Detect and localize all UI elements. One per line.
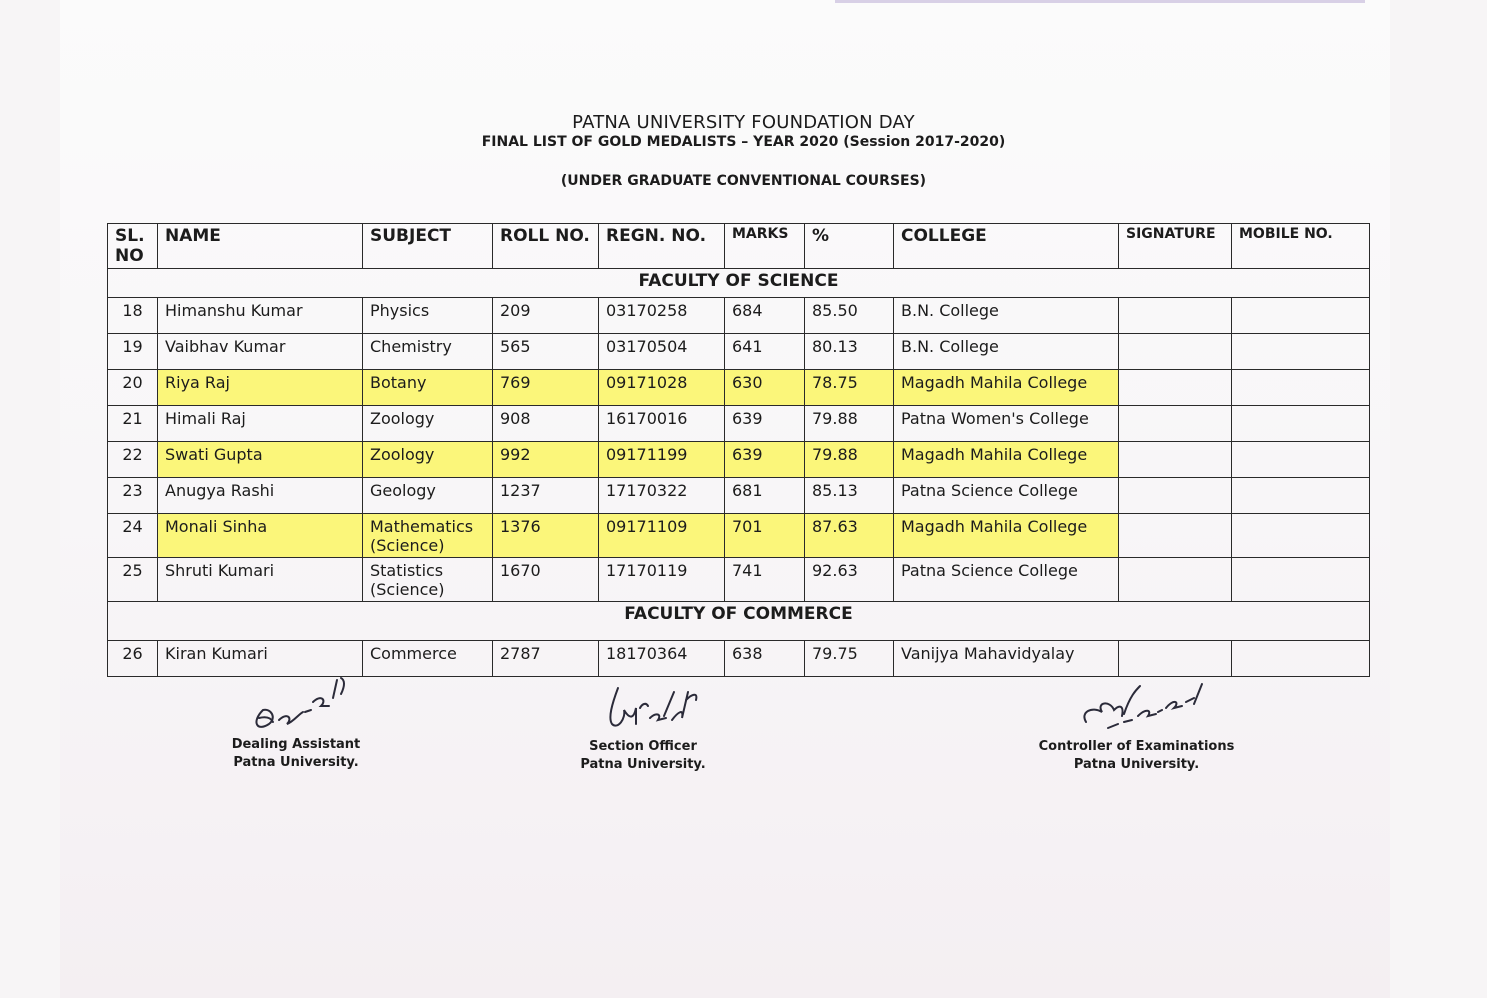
cell-name: Shruti Kumari (158, 558, 363, 602)
cell-mobile (1232, 641, 1370, 677)
cell-name: Swati Gupta (158, 442, 363, 478)
cell-marks: 639 (725, 442, 805, 478)
cell-college: B.N. College (894, 334, 1119, 370)
cell-sl: 21 (108, 406, 158, 442)
cell-roll: 1376 (493, 514, 599, 558)
cell-sl: 25 (108, 558, 158, 602)
cell-subject: Physics (363, 298, 493, 334)
signatory-role: Controller of Examinations (1038, 739, 1235, 754)
cell-mobile (1232, 558, 1370, 602)
cell-sl: 22 (108, 442, 158, 478)
table-row (108, 370, 1370, 406)
cell-marks: 684 (725, 298, 805, 334)
col-regn-header: REGN. NO. (599, 224, 725, 269)
cell-college: Magadh Mahila College (894, 370, 1119, 406)
document-subtitle: FINAL LIST OF GOLD MEDALISTS – YEAR 2020 (Session 2017-2020) (481, 134, 1006, 150)
cell-marks: 681 (725, 478, 805, 514)
signatory-org: Patna University. (233, 755, 359, 770)
col-subject-header: SUBJECT (363, 224, 493, 269)
cell-percent: 79.88 (805, 442, 894, 478)
cell-mobile (1232, 442, 1370, 478)
cell-signature (1119, 406, 1232, 442)
table-row (108, 298, 1370, 334)
cell-roll: 2787 (493, 641, 599, 677)
cell-regn: 09171199 (599, 442, 725, 478)
cell-roll: 908 (493, 406, 599, 442)
cell-regn: 17170119 (599, 558, 725, 602)
signatory-dealing-assistant (226, 672, 366, 772)
col-college-header: COLLEGE (894, 224, 1119, 269)
col-percent-header: % (805, 224, 894, 269)
cell-name: Vaibhav Kumar (158, 334, 363, 370)
cell-subject: Botany (363, 370, 493, 406)
cell-signature (1119, 478, 1232, 514)
handwritten-signature-icon (578, 678, 708, 736)
cell-mobile (1232, 406, 1370, 442)
cell-percent: 85.50 (805, 298, 894, 334)
top-edge-mark (835, 0, 1365, 3)
table-row (108, 406, 1370, 442)
cell-college: Patna Women's College (894, 406, 1119, 442)
cell-subject: Commerce (363, 641, 493, 677)
cell-name: Himali Raj (158, 406, 363, 442)
cell-regn: 09171028 (599, 370, 725, 406)
cell-college: B.N. College (894, 298, 1119, 334)
cell-sl: 20 (108, 370, 158, 406)
cell-mobile (1232, 478, 1370, 514)
cell-college: Patna Science College (894, 558, 1119, 602)
cell-percent: 92.63 (805, 558, 894, 602)
cell-regn: 17170322 (599, 478, 725, 514)
cell-college: Magadh Mahila College (894, 442, 1119, 478)
cell-roll: 1237 (493, 478, 599, 514)
table-row (108, 442, 1370, 478)
cell-percent: 85.13 (805, 478, 894, 514)
cell-subject: Zoology (363, 406, 493, 442)
cell-sl: 23 (108, 478, 158, 514)
cell-marks: 630 (725, 370, 805, 406)
table-row (108, 514, 1370, 558)
signatory-org: Patna University. (1073, 757, 1200, 772)
cell-signature (1119, 334, 1232, 370)
cell-roll: 1670 (493, 558, 599, 602)
cell-roll: 565 (493, 334, 599, 370)
cell-name: Monali Sinha (158, 514, 363, 558)
cell-signature (1119, 370, 1232, 406)
cell-sl: 19 (108, 334, 158, 370)
cell-regn: 09171109 (599, 514, 725, 558)
cell-roll: 769 (493, 370, 599, 406)
cell-college: Magadh Mahila College (894, 514, 1119, 558)
col-signature-header: SIGNATURE (1119, 224, 1232, 269)
cell-signature (1119, 298, 1232, 334)
cell-regn: 03170258 (599, 298, 725, 334)
cell-marks: 641 (725, 334, 805, 370)
table-row (108, 478, 1370, 514)
cell-percent: 87.63 (805, 514, 894, 558)
col-roll-header: ROLL NO. (493, 224, 599, 269)
cell-subject: Mathematics (Science) (363, 514, 493, 558)
cell-percent: 80.13 (805, 334, 894, 370)
cell-mobile (1232, 334, 1370, 370)
document-category: (UNDER GRADUATE CONVENTIONAL COURSES) (560, 173, 927, 189)
cell-percent: 79.75 (805, 641, 894, 677)
table-row (108, 558, 1370, 602)
cell-signature (1119, 558, 1232, 602)
cell-subject: Zoology (363, 442, 493, 478)
cell-regn: 16170016 (599, 406, 725, 442)
col-sl-header: SL. NO (108, 224, 158, 269)
cell-percent: 79.88 (805, 406, 894, 442)
cell-roll: 209 (493, 298, 599, 334)
cell-marks: 701 (725, 514, 805, 558)
col-mobile-header: MOBILE NO. (1232, 224, 1370, 269)
cell-name: Anugya Rashi (158, 478, 363, 514)
col-name-header: NAME (158, 224, 363, 269)
cell-signature (1119, 514, 1232, 558)
cell-college: Patna Science College (894, 478, 1119, 514)
cell-mobile (1232, 298, 1370, 334)
cell-college: Vanijya Mahavidyalay (894, 641, 1119, 677)
cell-regn: 03170504 (599, 334, 725, 370)
signatory-role: Section Officer (589, 739, 697, 754)
cell-name: Himanshu Kumar (158, 298, 363, 334)
signatory-role: Dealing Assistant (231, 737, 361, 752)
signatory-section-officer (578, 678, 708, 774)
cell-signature (1119, 641, 1232, 677)
cell-mobile (1232, 514, 1370, 558)
handwritten-signature-icon (241, 672, 351, 734)
col-marks-header: MARKS (725, 224, 805, 269)
faculty-commerce-label: FACULTY OF COMMERCE (108, 602, 1370, 641)
cell-subject: Statistics (Science) (363, 558, 493, 602)
cell-marks: 741 (725, 558, 805, 602)
document-title: PATNA UNIVERSITY FOUNDATION DAY (572, 112, 915, 133)
signatory-controller (1034, 676, 1239, 774)
cell-subject: Chemistry (363, 334, 493, 370)
faculty-science-label: FACULTY OF SCIENCE (108, 269, 1370, 298)
faculty-commerce-row (108, 602, 1370, 641)
table-header-row (108, 224, 1370, 269)
cell-mobile (1232, 370, 1370, 406)
cell-subject: Geology (363, 478, 493, 514)
cell-sl: 18 (108, 298, 158, 334)
cell-sl: 26 (108, 641, 158, 677)
cell-signature (1119, 442, 1232, 478)
cell-sl: 24 (108, 514, 158, 558)
table-row (108, 334, 1370, 370)
cell-regn: 18170364 (599, 641, 725, 677)
handwritten-signature-icon (1062, 676, 1212, 736)
cell-marks: 638 (725, 641, 805, 677)
cell-percent: 78.75 (805, 370, 894, 406)
signatory-org: Patna University. (580, 757, 706, 772)
cell-name: Kiran Kumari (158, 641, 363, 677)
medalists-table (107, 223, 1370, 677)
cell-roll: 992 (493, 442, 599, 478)
faculty-science-row (108, 269, 1370, 298)
cell-name: Riya Raj (158, 370, 363, 406)
cell-marks: 639 (725, 406, 805, 442)
